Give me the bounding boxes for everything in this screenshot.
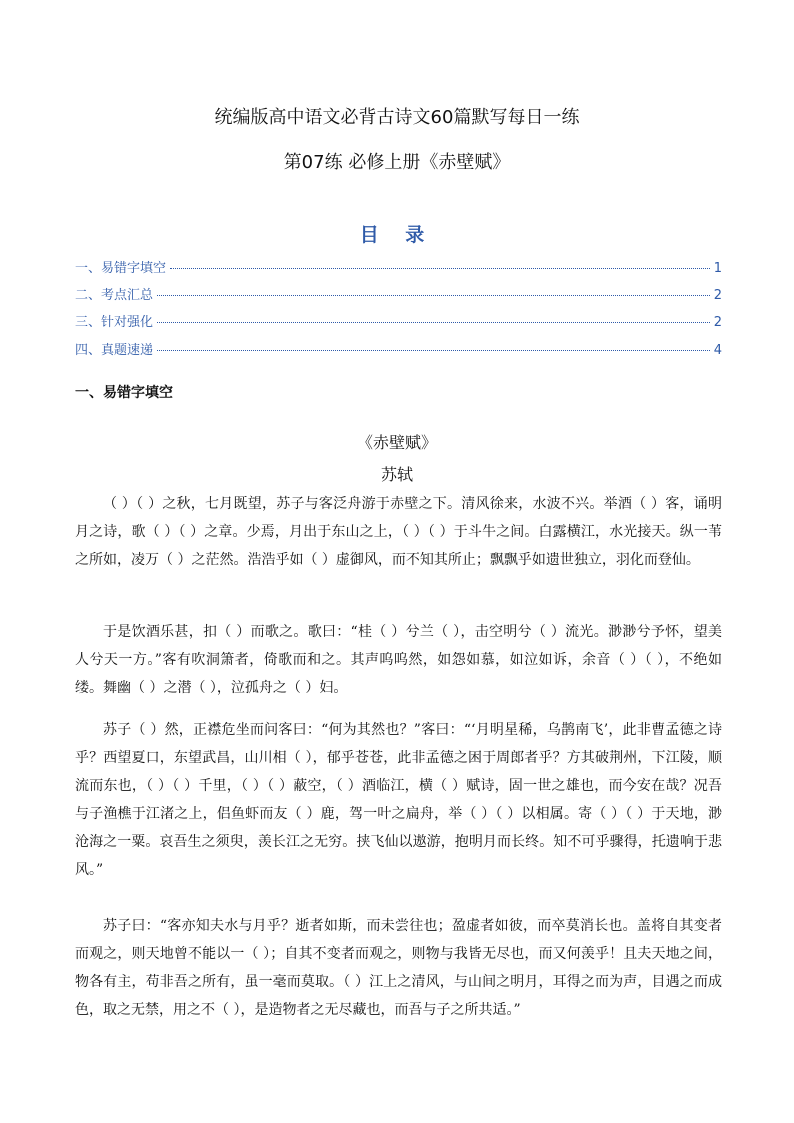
toc-leader-dots <box>170 268 710 269</box>
toc-item-page: 2 <box>713 288 722 303</box>
toc-item-label: 二、考点汇总 <box>75 288 154 303</box>
toc-item-page: 2 <box>713 315 722 330</box>
toc-item-label: 三、针对强化 <box>75 315 154 330</box>
toc-item-page: 1 <box>713 261 722 276</box>
document-title: 统编版高中语文必背古诗文60篇默写每日一练 <box>214 107 580 128</box>
poem-paragraph: 苏子曰：“客亦知夫水与月乎？逝者如斯，而未尝往也；盈虚者如彼，而卒莫消长也。盖将自其变者而观之，则天地曾不能以一（ ）；自其不变者而观之，则物与我皆无尽也，而又何羡乎！且夫天地之间，物各有主，苟非吾之所有，虽一毫而莫取。（ ）江上之清风，与山间之明月，耳得之而为声，目遇之而成色，取之无禁，用之不（ ），是造物者之无尽藏也，而吾与子之所共适。” <box>75 918 722 1018</box>
toc-item[interactable] <box>75 311 722 331</box>
toc-leader-dots <box>157 295 710 296</box>
section-heading: 一、易错字填空 <box>75 385 173 401</box>
toc-item-label: 四、真题速递 <box>75 343 154 358</box>
toc-leader-dots <box>157 350 710 351</box>
poem-paragraph: 苏子（ ）然，正襟危坐而问客曰：“何为其然也？”客曰：“‘月明星稀，乌鹊南飞’，此非曹孟德之诗乎？西望夏口，东望武昌，山川相（ ），郁乎苍苍，此非孟德之困于周郎者乎？方其破荆州，下江陵，顺流而东也，（ ）（ ）千里，（ ）（ ）蔽空，（ ）酒临江，横（ ）赋诗，固一世之雄也，而今安在哉？况吾与子渔樵于江渚之上，侣鱼虾而友（ ）鹿，驾一叶之扁舟，举（ ）（ ）以相属。寄（ ）（ ）于天地，渺沧海之一粟。哀吾生之须臾，羡长江之无穷。挟飞仙以遨游，抱明月而长终。知不可乎骤得，托遗响于悲风。” <box>75 722 722 878</box>
toc-heading: 目 录 <box>359 224 435 246</box>
toc-item-page: 4 <box>713 343 722 358</box>
poem-title: 《赤壁赋》 <box>356 433 437 452</box>
document-subtitle: 第07练 必修上册《赤壁赋》 <box>283 152 511 173</box>
poem-paragraph: 于是饮酒乐甚，扣（ ）而歌之。歌曰：“桂（ ）兮兰（ ），击空明兮（ ）流光。渺渺兮予怀，望美人兮天一方。”客有吹洞箫者，倚歌而和之。其声呜呜然，如怨如慕，如泣如诉，余音（ ）（ ），不绝如缕。舞幽（ ）之潜（ ），泣孤舟之（ ）妇。 <box>75 624 722 696</box>
poem-paragraph: （ ）（ ）之秋，七月既望，苏子与客泛舟游于赤壁之下。清风徐来，水波不兴。举酒（ ）客，诵明月之诗，歌（ ）（ ）之章。少焉，月出于东山之上，（ ）（ ）于斗牛之间。白露横江，水光接天。纵一苇之所如，凌万（ ）之茫然。浩浩乎如（ ）虚御风，而不知其所止；飘飘乎如遗世独立，羽化而登仙。 <box>75 496 722 568</box>
poem-author: 苏轼 <box>380 465 413 484</box>
toc-item[interactable] <box>75 339 722 359</box>
toc-leader-dots <box>157 322 710 323</box>
toc-item[interactable] <box>75 257 722 277</box>
toc-item-label: 一、易错字填空 <box>75 261 167 276</box>
toc-item[interactable] <box>75 284 722 304</box>
